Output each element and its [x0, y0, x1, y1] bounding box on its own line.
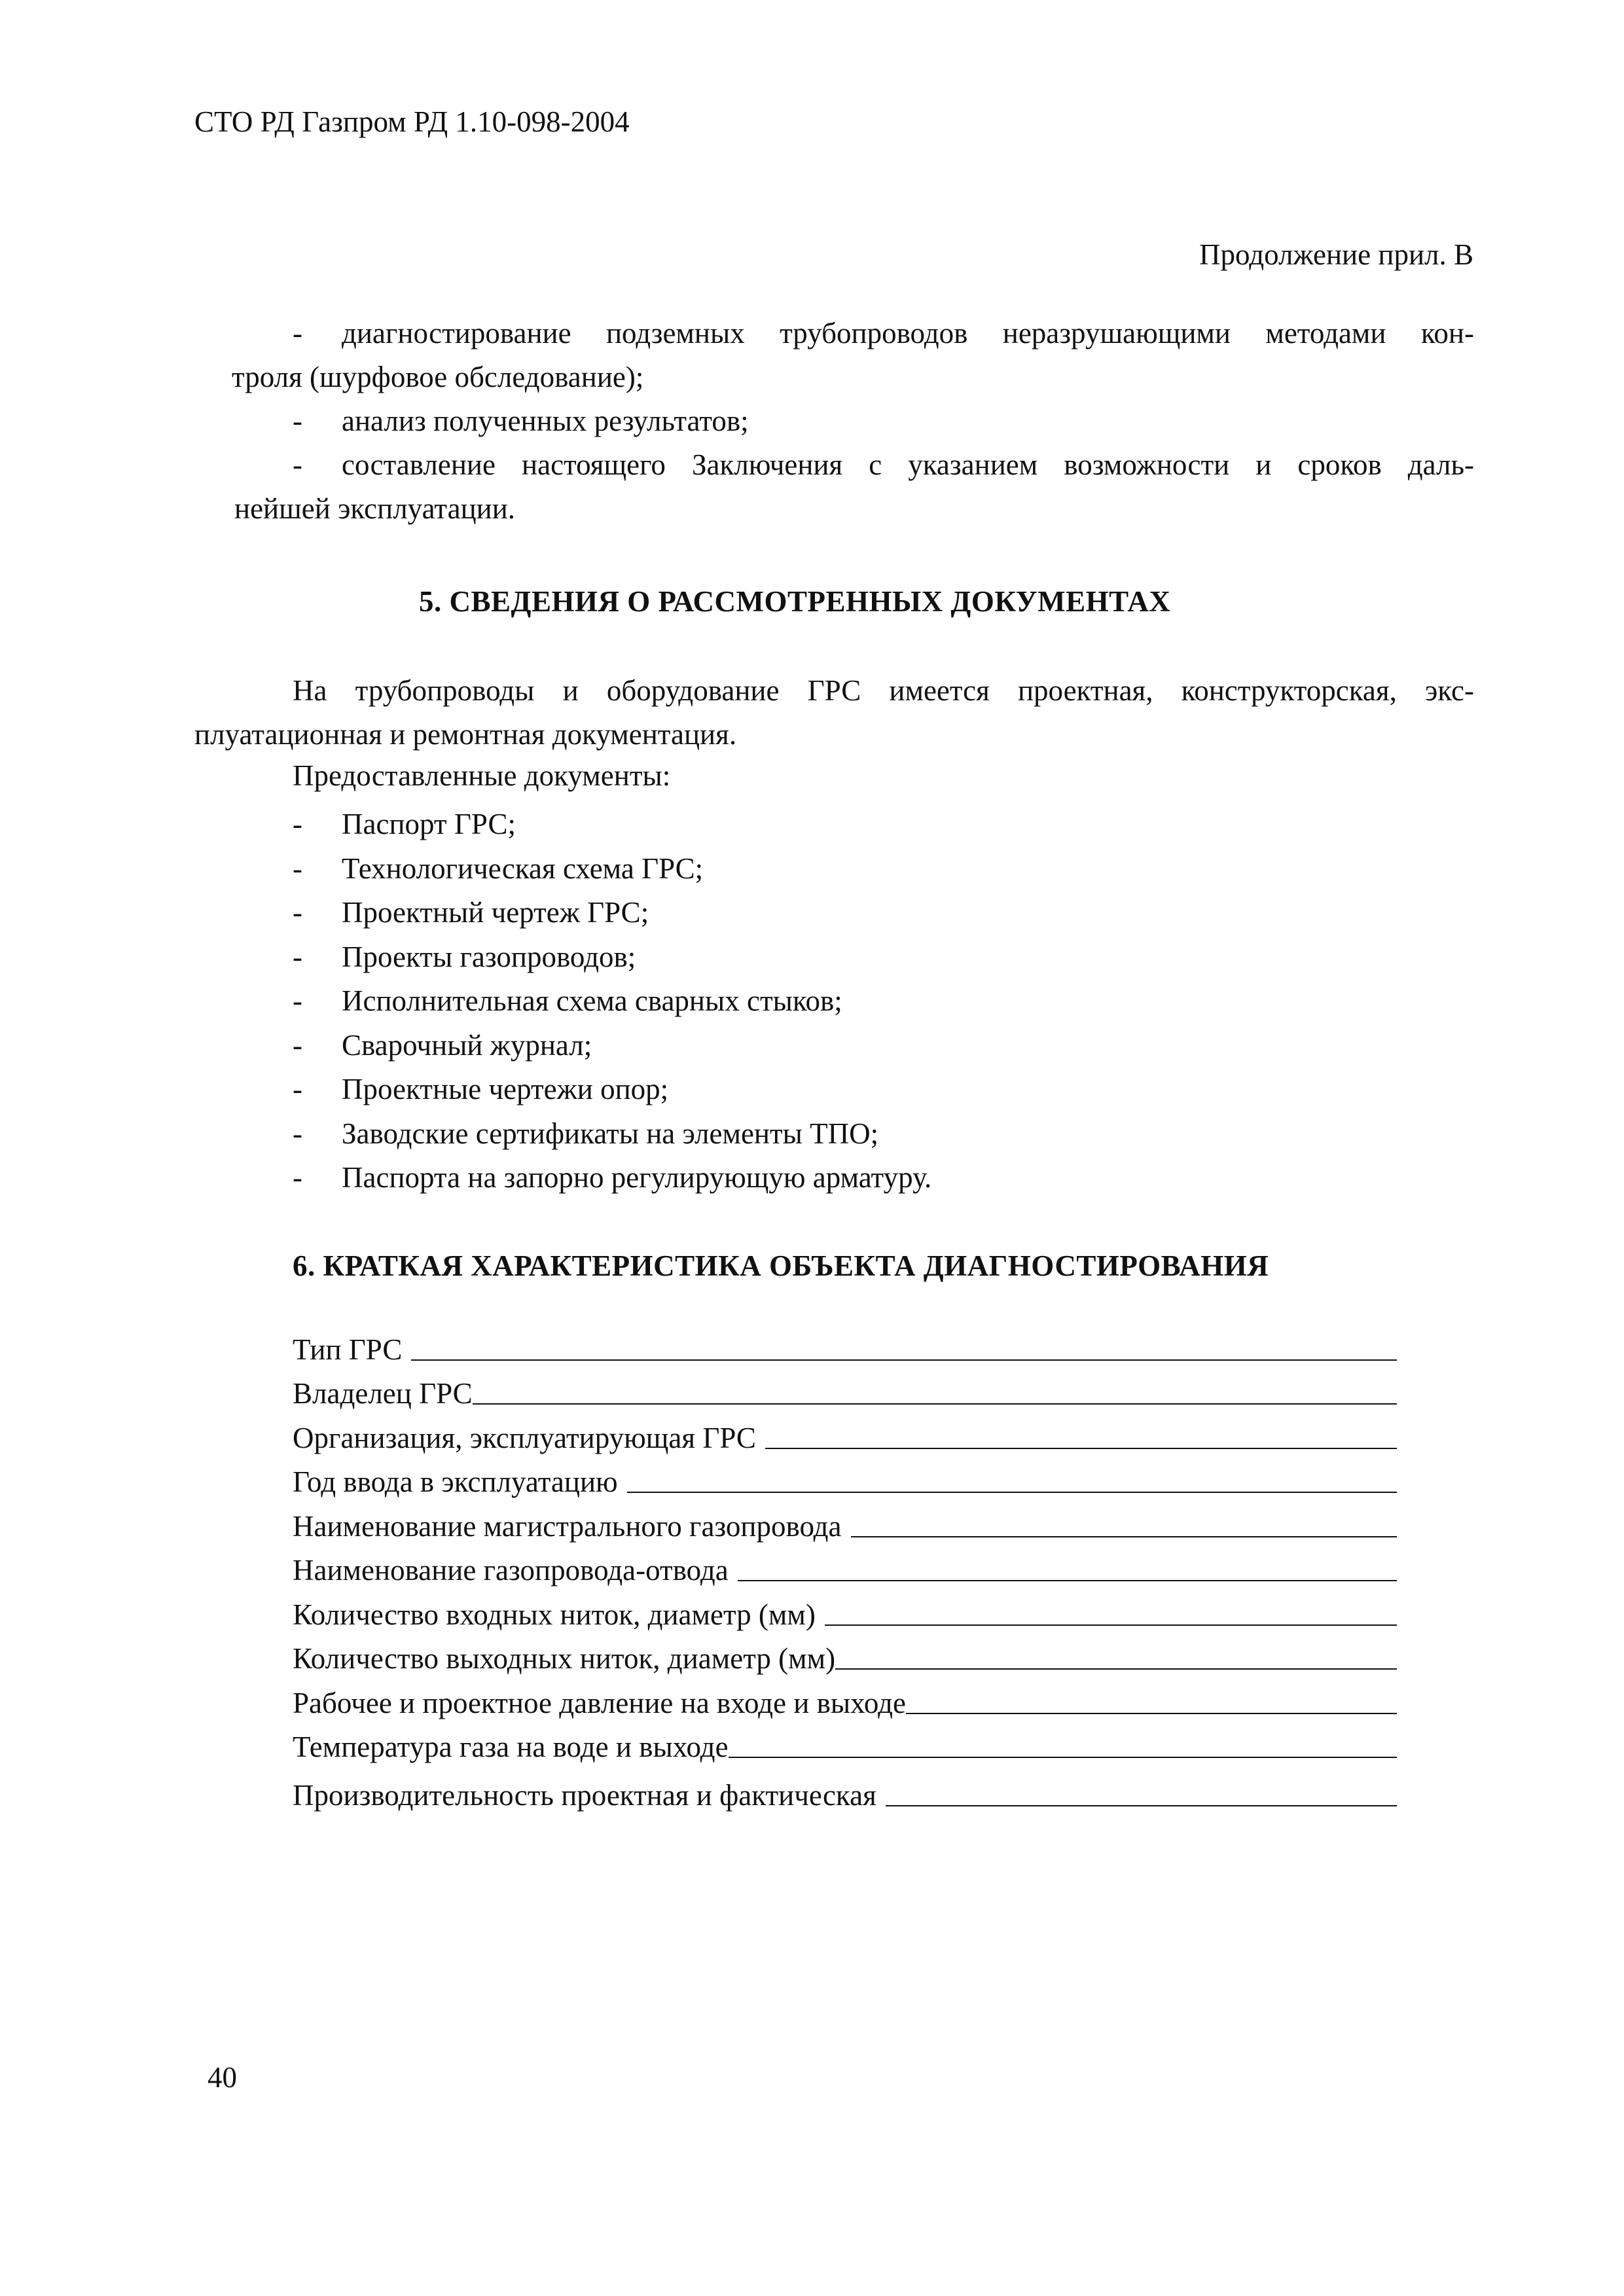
page-number: 40: [208, 2061, 237, 2094]
section-5-paragraph: [194, 669, 1474, 757]
form-row-capacity: [293, 1764, 1397, 1812]
fill-in-line[interactable]: [738, 1579, 1397, 1581]
intro-item-3-line-2: нейшей эксплуатации.: [234, 492, 516, 525]
field-label: Наименование газопровода-отвода: [293, 1554, 729, 1587]
section-6-heading: 6. КРАТКАЯ ХАРАКТЕРИСТИКА ОБЪЕКТА ДИАГНОСТИРОВАНИЯ: [293, 1249, 1269, 1282]
fill-in-line[interactable]: [473, 1403, 1397, 1405]
fill-in-line[interactable]: [825, 1624, 1397, 1626]
document-item: Паспорт ГРС;: [342, 808, 516, 840]
document-item: Проекты газопроводов;: [342, 940, 636, 973]
form-row-outlet-lines: [293, 1632, 1397, 1676]
list-dash: -: [293, 940, 302, 973]
form-row-commissioning-year: [293, 1455, 1397, 1499]
field-label: Производительность проектная и фактическая: [293, 1779, 876, 1812]
form-row-grs-owner: [293, 1367, 1397, 1411]
form-row-main-pipeline-name: [293, 1499, 1397, 1543]
field-label: Тип ГРС: [293, 1333, 403, 1366]
field-label: Наименование магистрального газопровода: [293, 1509, 842, 1543]
list-dash: -: [293, 317, 302, 350]
form-row-gas-temperature: [293, 1720, 1397, 1765]
fill-in-line[interactable]: [765, 1447, 1397, 1449]
fill-in-line[interactable]: [851, 1535, 1397, 1537]
appendix-continuation-label: Продолжение прил. В: [1199, 238, 1473, 271]
fill-in-line[interactable]: [906, 1712, 1397, 1714]
list-dash: -: [293, 448, 302, 481]
fill-in-line[interactable]: [835, 1668, 1397, 1670]
document-item: Паспорта на запорно регулирующую арматуру.: [342, 1161, 932, 1194]
field-label: Год ввода в эксплуатацию: [293, 1465, 618, 1498]
list-dash: -: [293, 808, 302, 840]
intro-item-1: [232, 312, 1474, 355]
document-item: Проектные чертежи опор;: [342, 1073, 669, 1105]
field-label: Рабочее и проектное давление на входе и выходе: [293, 1686, 906, 1719]
form-row-pressure: [293, 1676, 1397, 1720]
intro-item-3-line-1: составление настоящего Заключения с указанием возможности и сроков даль-: [342, 448, 1474, 481]
document-item: Проектный чертеж ГРС;: [342, 896, 649, 929]
fill-in-line[interactable]: [627, 1491, 1397, 1493]
list-dash: -: [293, 1117, 302, 1150]
documents-intro: Предоставленные документы:: [293, 759, 671, 792]
document-item: Сварочный журнал;: [342, 1028, 592, 1062]
section-5-para-line-2: плуатационная и ремонтная документация.: [194, 718, 737, 751]
list-dash: -: [293, 984, 302, 1017]
form-row-grs-type: [293, 1322, 1397, 1367]
section-5-para-line-1: На трубопроводы и оборудование ГРС имеется проектная, конструкторская, экс-: [293, 674, 1474, 707]
form-row-branch-pipeline-name: [293, 1543, 1397, 1588]
fill-in-line[interactable]: [729, 1756, 1397, 1758]
intro-list: [232, 312, 1474, 531]
object-characteristics-form: [293, 1322, 1397, 1812]
field-label: Владелец ГРС: [293, 1377, 473, 1410]
section-5-heading: 5. СВЕДЕНИЯ О РАССМОТРЕННЫХ ДОКУМЕНТАХ: [419, 585, 1171, 618]
intro-item-2-text: анализ полученных результатов;: [342, 404, 749, 437]
document-code-header: СТО РД Газпром РД 1.10-098-2004: [194, 105, 630, 138]
document-item: Исполнительная схема сварных стыков;: [342, 984, 842, 1017]
form-row-inlet-lines: [293, 1587, 1397, 1632]
intro-item-3: [232, 443, 1474, 487]
field-label: Количество выходных ниток, диаметр (мм): [293, 1642, 836, 1675]
list-dash: -: [293, 1028, 302, 1062]
intro-item-1-line-1: диагностирование подземных трубопроводов неразрушающими методами кон-: [342, 317, 1474, 350]
fill-in-line[interactable]: [411, 1359, 1397, 1361]
fill-in-line[interactable]: [886, 1804, 1397, 1806]
field-label: Температура газа на воде и выходе: [293, 1731, 729, 1763]
intro-item-2: [232, 399, 1474, 443]
list-dash: -: [293, 852, 302, 885]
document-item: Заводские сертификаты на элементы ТПО;: [342, 1117, 879, 1150]
form-row-operating-organization: [293, 1410, 1397, 1455]
document-item: Технологическая схема ГРС;: [342, 852, 704, 885]
intro-item-1-line-2: троля (шурфовое обследование);: [232, 361, 644, 393]
field-label: Количество входных ниток, диаметр (мм): [293, 1598, 816, 1631]
list-dash: -: [293, 1073, 302, 1105]
list-dash: -: [293, 404, 302, 437]
field-label: Организация, эксплуатирующая ГРС: [293, 1421, 756, 1454]
list-dash: -: [293, 896, 302, 929]
list-dash: -: [293, 1161, 302, 1194]
